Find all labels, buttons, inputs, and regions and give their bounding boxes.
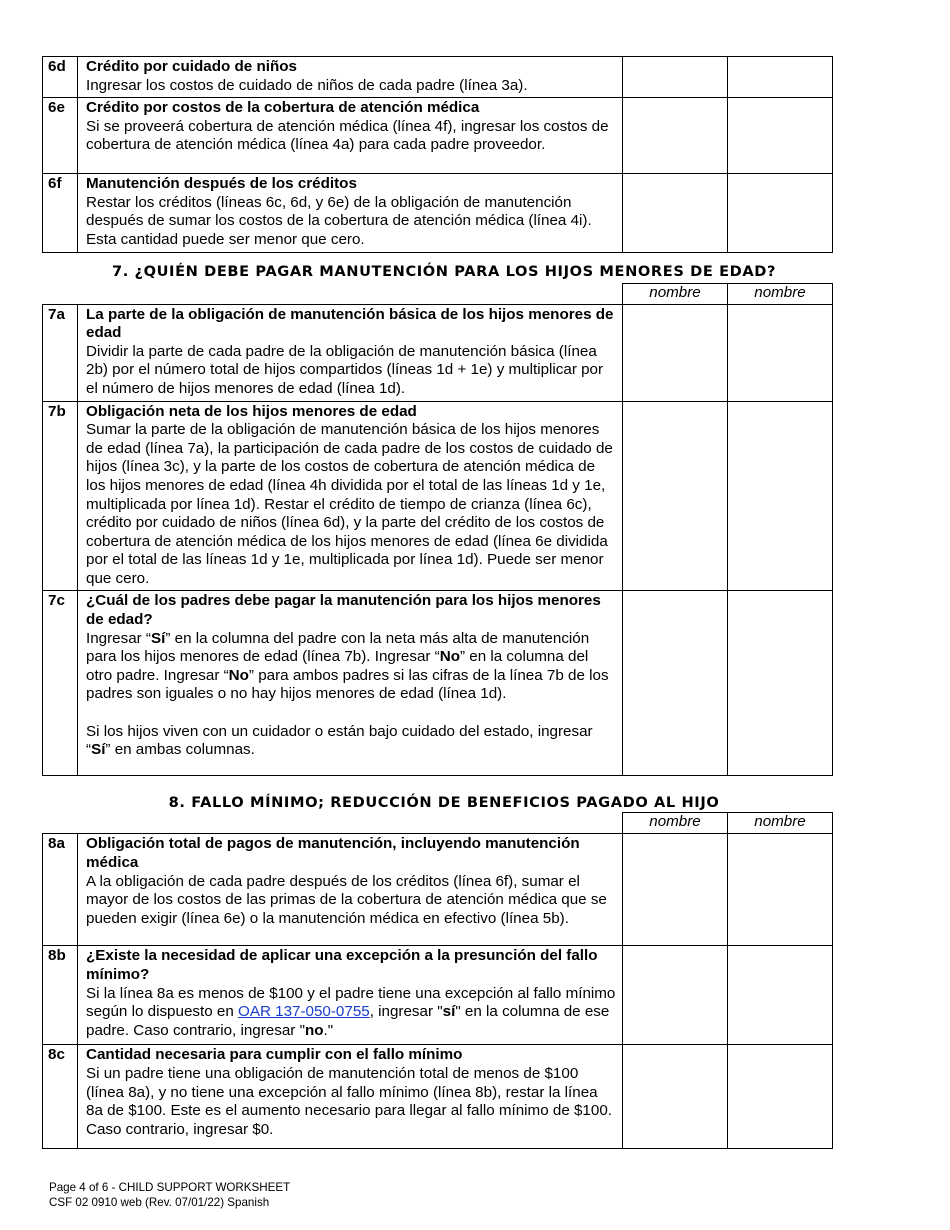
line-instructions: Si un padre tiene una obligación de manutención total de menos de $100 (línea 8a), y no tiene una excepción al fallo mínimo (línea 8b), restar la línea 8a de $100. Este es el aumento necesario para llegar al fallo mínimo de $100. Caso contrario, ingresar $0. [86, 1065, 612, 1138]
table-row-8c [43, 1045, 833, 1149]
footer-page-info: Page 4 of 6 - CHILD SUPPORT WORKSHEET [49, 1181, 291, 1194]
section-8-table [42, 812, 833, 1149]
table-row-7b [43, 401, 833, 591]
page-footer [49, 1181, 290, 1210]
column-header-row [43, 813, 833, 834]
oar-rule-link[interactable]: OAR 137-050-0755 [238, 1003, 370, 1021]
line-title: Cantidad necesaria para cumplir con el fallo mínimo [86, 1046, 463, 1064]
footer-form-id: CSF 02 0910 web (Rev. 07/01/22) Spanish [49, 1195, 270, 1209]
line-description [78, 591, 623, 776]
table-row-8b [43, 946, 833, 1045]
parent2-name-header: nombre [728, 813, 833, 834]
line-number: 7a [43, 304, 78, 401]
table-row-6f [43, 174, 833, 252]
line-number: 7c [43, 591, 78, 776]
line-instructions: Ingresar los costos de cuidado de niños de cada padre (línea 3a). [86, 76, 528, 94]
line-number: 8b [43, 946, 78, 1045]
parent1-name-header: nombre [623, 813, 728, 834]
line-number: 8c [43, 1045, 78, 1149]
line-description [78, 174, 623, 252]
section-7-title: 7. ¿QUIÉN DEBE PAGAR MANUTENCIÓN PARA LOS HIJOS MENORES DE EDAD? [111, 262, 777, 280]
line-title: Obligación neta de los hijos menores de edad [86, 402, 417, 420]
table-row-6e [43, 98, 833, 174]
line-title: Crédito por costos de la cobertura de atención médica [86, 99, 480, 117]
column-header-row [43, 283, 833, 304]
line-description [78, 57, 623, 98]
line-number: 6e [43, 98, 78, 174]
line-description [78, 304, 623, 401]
line-description [78, 946, 623, 1045]
line-instructions: Restar los créditos (líneas 6c, 6d, y 6e) de la obligación de manutención después de sumar los costos de la cobertura de atención médica (línea 4i). Esta cantidad puede ser menor que cero. [86, 193, 592, 248]
table-row-7c [43, 591, 833, 776]
line-instructions: Ingresar “Sí” en la columna del padre con la neta más alta de manutención para los hijos menores de edad (línea 7b). Ingresar “No” en la columna del otro padre. Ingresar “No” para ambos padres si las cifras de la línea 7b de los padres son iguales o no hay hijos menores de edad (línea 1d). [86, 629, 609, 703]
parent1-entry-cell[interactable] [623, 401, 728, 591]
parent2-entry-cell[interactable] [728, 1045, 833, 1149]
line-description [78, 98, 623, 174]
line-instructions: A la obligación de cada padre después de los créditos (línea 6f), sumar el mayor de los costos de las primas de la cobertura de atención médica que se pueden exigir (línea 6e) o la manutención médica en efectivo (línea 5b). [86, 872, 607, 927]
line-instructions-caretaker: Si los hijos viven con un cuidador o están bajo cuidado del estado, ingresar “Sí” en ambas columnas. [86, 722, 593, 759]
parent1-entry-cell[interactable] [623, 1045, 728, 1149]
line-description [78, 401, 623, 591]
line-number: 7b [43, 401, 78, 591]
parent2-entry-cell[interactable] [728, 401, 833, 591]
parent2-entry-cell[interactable] [728, 946, 833, 1045]
line-title: La parte de la obligación de manutención básica de los hijos menores de edad [86, 305, 614, 342]
parent1-entry-cell[interactable] [623, 946, 728, 1045]
line-number: 6d [43, 57, 78, 98]
line-number: 8a [43, 834, 78, 946]
parent1-entry-cell[interactable] [623, 834, 728, 946]
parent1-entry-cell[interactable] [623, 98, 728, 174]
parent1-entry-cell[interactable] [623, 304, 728, 401]
line-instructions: Sumar la parte de la obligación de manutención básica de los hijos menores de edad (línea 7a), la participación de cada padre de los costos de cuidado de hijos (línea 3c), y la parte de los costos de cobertura de atención médica de los hijos menores de edad (línea 4h dividida por el total de las líneas 1d y 1e, multiplicada por línea 1d). Restar el crédito de tiempo de crianza (línea 6c), crédito por cuidado de niños (línea 6d), y la parte del crédito de los costos de cobertura de atención médica de los hijos menores de edad (línea 6e dividida por el total de las líneas 1d y 1e, multiplicada por línea 1d). Puede ser menor que cero. [86, 421, 613, 587]
line-title: ¿Cuál de los padres debe pagar la manutención para los hijos menores de edad? [86, 592, 601, 629]
section-8-title: 8. FALLO MÍNIMO; REDUCCIÓN DE BENEFICIOS PAGADO AL HIJO [168, 794, 720, 812]
line-title: ¿Existe la necesidad de aplicar una excepción a la presunción del fallo mínimo? [86, 947, 598, 984]
table-row-8a [43, 834, 833, 946]
line-title: Manutención después de los créditos [86, 175, 357, 193]
parent1-name-header: nombre [623, 283, 728, 304]
line-title: Obligación total de pagos de manutención, incluyendo manutención médica [86, 835, 580, 872]
section-6-table [42, 56, 833, 253]
line-title: Crédito por cuidado de niños [86, 58, 297, 75]
parent2-entry-cell[interactable] [728, 591, 833, 776]
line-description [78, 1045, 623, 1149]
parent2-entry-cell[interactable] [728, 174, 833, 252]
parent2-entry-cell[interactable] [728, 304, 833, 401]
line-instructions: Si la línea 8a es menos de $100 y el padre tiene una excepción al fallo mínimo según lo dispuesto en OAR 137-050-0755, ingresar "sí" en la columna de ese padre. Caso contrario, ingresar "no." [86, 984, 616, 1039]
parent2-entry-cell[interactable] [728, 834, 833, 946]
parent1-entry-cell[interactable] [623, 57, 728, 98]
section-7-table [42, 283, 833, 777]
line-description [78, 834, 623, 946]
line-number: 6f [43, 174, 78, 252]
table-row-6d [43, 57, 833, 98]
line-instructions: Dividir la parte de cada padre de la obligación de manutención básica (línea 2b) por el número total de hijos compartidos (líneas 1d + 1e) y multiplicar por el número de hijos menores de edad (línea 1d). [86, 342, 604, 397]
parent2-entry-cell[interactable] [728, 57, 833, 98]
parent2-entry-cell[interactable] [728, 98, 833, 174]
parent1-entry-cell[interactable] [623, 591, 728, 776]
parent1-entry-cell[interactable] [623, 174, 728, 252]
parent2-name-header: nombre [728, 283, 833, 304]
table-row-7a [43, 304, 833, 401]
line-instructions: Si se proveerá cobertura de atención médica (línea 4f), ingresar los costos de cobertura de atención médica (línea 4a) para cada padre proveedor. [86, 117, 609, 154]
worksheet-page [42, 56, 832, 1149]
